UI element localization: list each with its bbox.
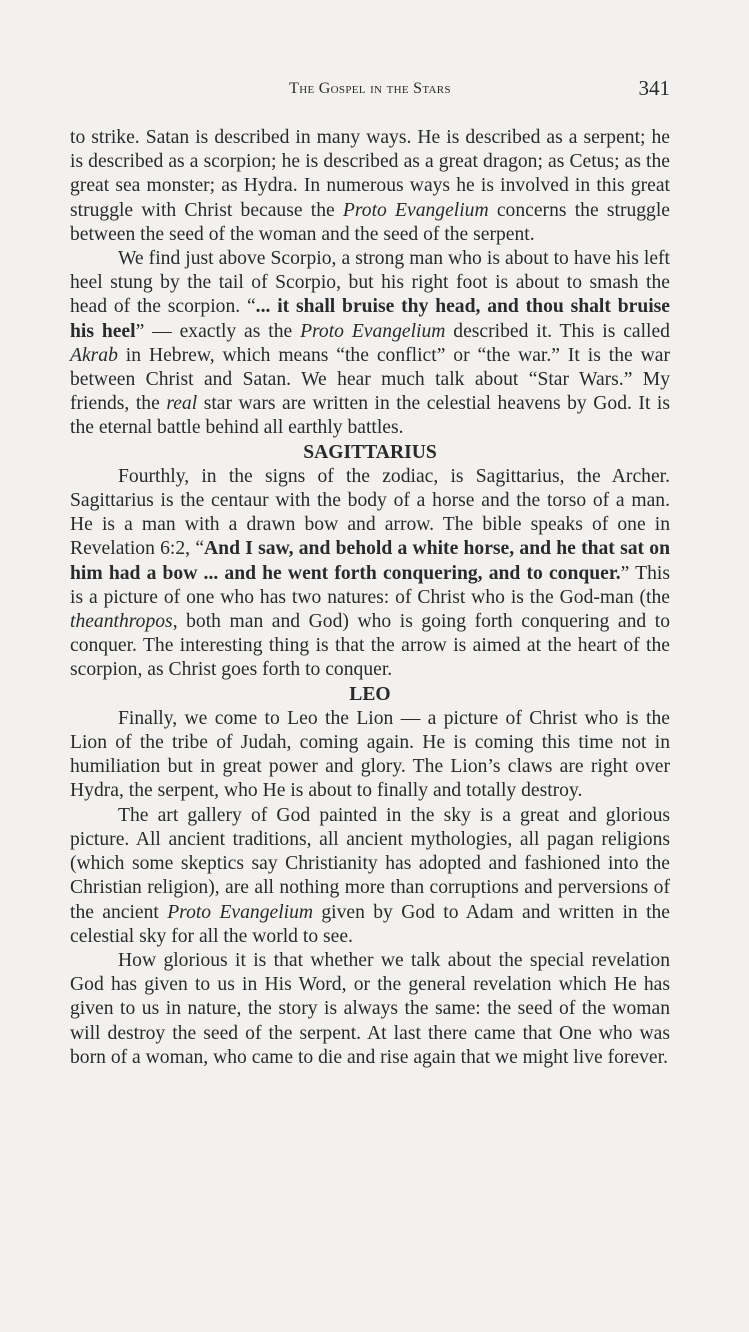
italic-text: theanthropos [70, 611, 173, 633]
text-run: given by God to Adam and written in the celestial sky for all the world to see. [70, 901, 671, 947]
text-run: , both man and God) who is going forth conquering and to conquer. The interesting thing is that the arrow is aimed at the heart of the scorpion, as Christ goes forth to conquer. [70, 611, 670, 681]
paragraph-3 [70, 465, 670, 683]
paragraph-2 [70, 247, 670, 441]
text-run: ” — exactly as the [135, 320, 301, 342]
paragraph-6 [70, 949, 670, 1070]
italic-text: Proto Evangelium [300, 320, 446, 342]
running-title: The Gospel in the Stars [289, 80, 451, 97]
text-run: Fourthly, in the signs of the zodiac, is Sagittarius, the Archer. Sagittarius is the centaur with the body of a horse and the torso of a man. He is a man with a drawn bow and arrow. The bible speaks of one in Revelation 6:2, “ [70, 465, 670, 560]
page-number: 341 [638, 76, 670, 100]
section-heading-leo: LEO [349, 683, 391, 705]
text-run: described it. This is called [445, 320, 670, 342]
text-run: ” This is a picture of one who has two natures: of Christ who is the God-man (the [70, 562, 670, 608]
page-body [70, 126, 670, 1070]
italic-text: Proto Evangelium [342, 199, 489, 221]
bold-quotation: And I saw, and behold a white horse, and he that sat on him had a bow ... and he went forth conquering, and to conquer. [70, 538, 670, 584]
text-run: star wars are written in the celestial heavens by God. It is the eternal battle behind all earthly battles. [70, 393, 670, 439]
paragraph-1 [70, 126, 670, 247]
text-run: to strike. Satan is described in many ways. He is described as a serpent; he is described as a scorpion; he is described as a great dragon; as Cetus; as the great sea monster; as Hydra. In numerous ways he is involved in this great struggle with Christ because the [70, 127, 670, 221]
page-header [70, 76, 670, 106]
bold-quotation: ... it shall bruise thy head, and thou shalt bruise his heel [70, 296, 670, 342]
italic-text: Proto Evangelium [167, 901, 314, 923]
section-heading-sagittarius: SAGITTARIUS [303, 441, 437, 463]
text-run: We find just above Scorpio, a strong man who is about to have his left heel stung by the tail of Scorpio, but his right foot is about to smash the head of the scorpion. “ [70, 248, 670, 318]
text-run: in Hebrew, which means “the conflict” or “the war.” It is the war between Christ and Satan. We hear much talk about “Star Wars.” My friends, the [70, 344, 670, 415]
paragraph-4 [70, 707, 670, 804]
paragraph-5 [70, 804, 670, 949]
text-run: Finally, we come to Leo the Lion — a picture of Christ who is the Lion of the tribe of Judah, coming again. He is coming this time not in humiliation but in great power and glory. The Lion’s claws are right over Hydra, the serpent, who He is about to finally and totally destroy. [70, 707, 670, 802]
text-run: How glorious it is that whether we talk about the special revelation God has given to us in His Word, or the general revelation which He has given to us in nature, the story is always the same: the seed of the woman will destroy the seed of the serpent. At last there came that One who was born of a woman, who came to die and rise again that we might live forever. [70, 949, 670, 1068]
text-run: The art gallery of God painted in the sky is a great and glorious picture. All ancient traditions, all ancient mythologies, all pagan religions (which some skeptics say Christianity has adopted and fashioned into the Christian religion), are all nothing more than corruptions and perversions of the ancient [70, 804, 670, 923]
text-run: concerns the struggle between the seed of the woman and the seed of the serpent. [70, 199, 670, 245]
italic-text: Akrab [70, 344, 118, 366]
italic-text: real [166, 393, 198, 415]
